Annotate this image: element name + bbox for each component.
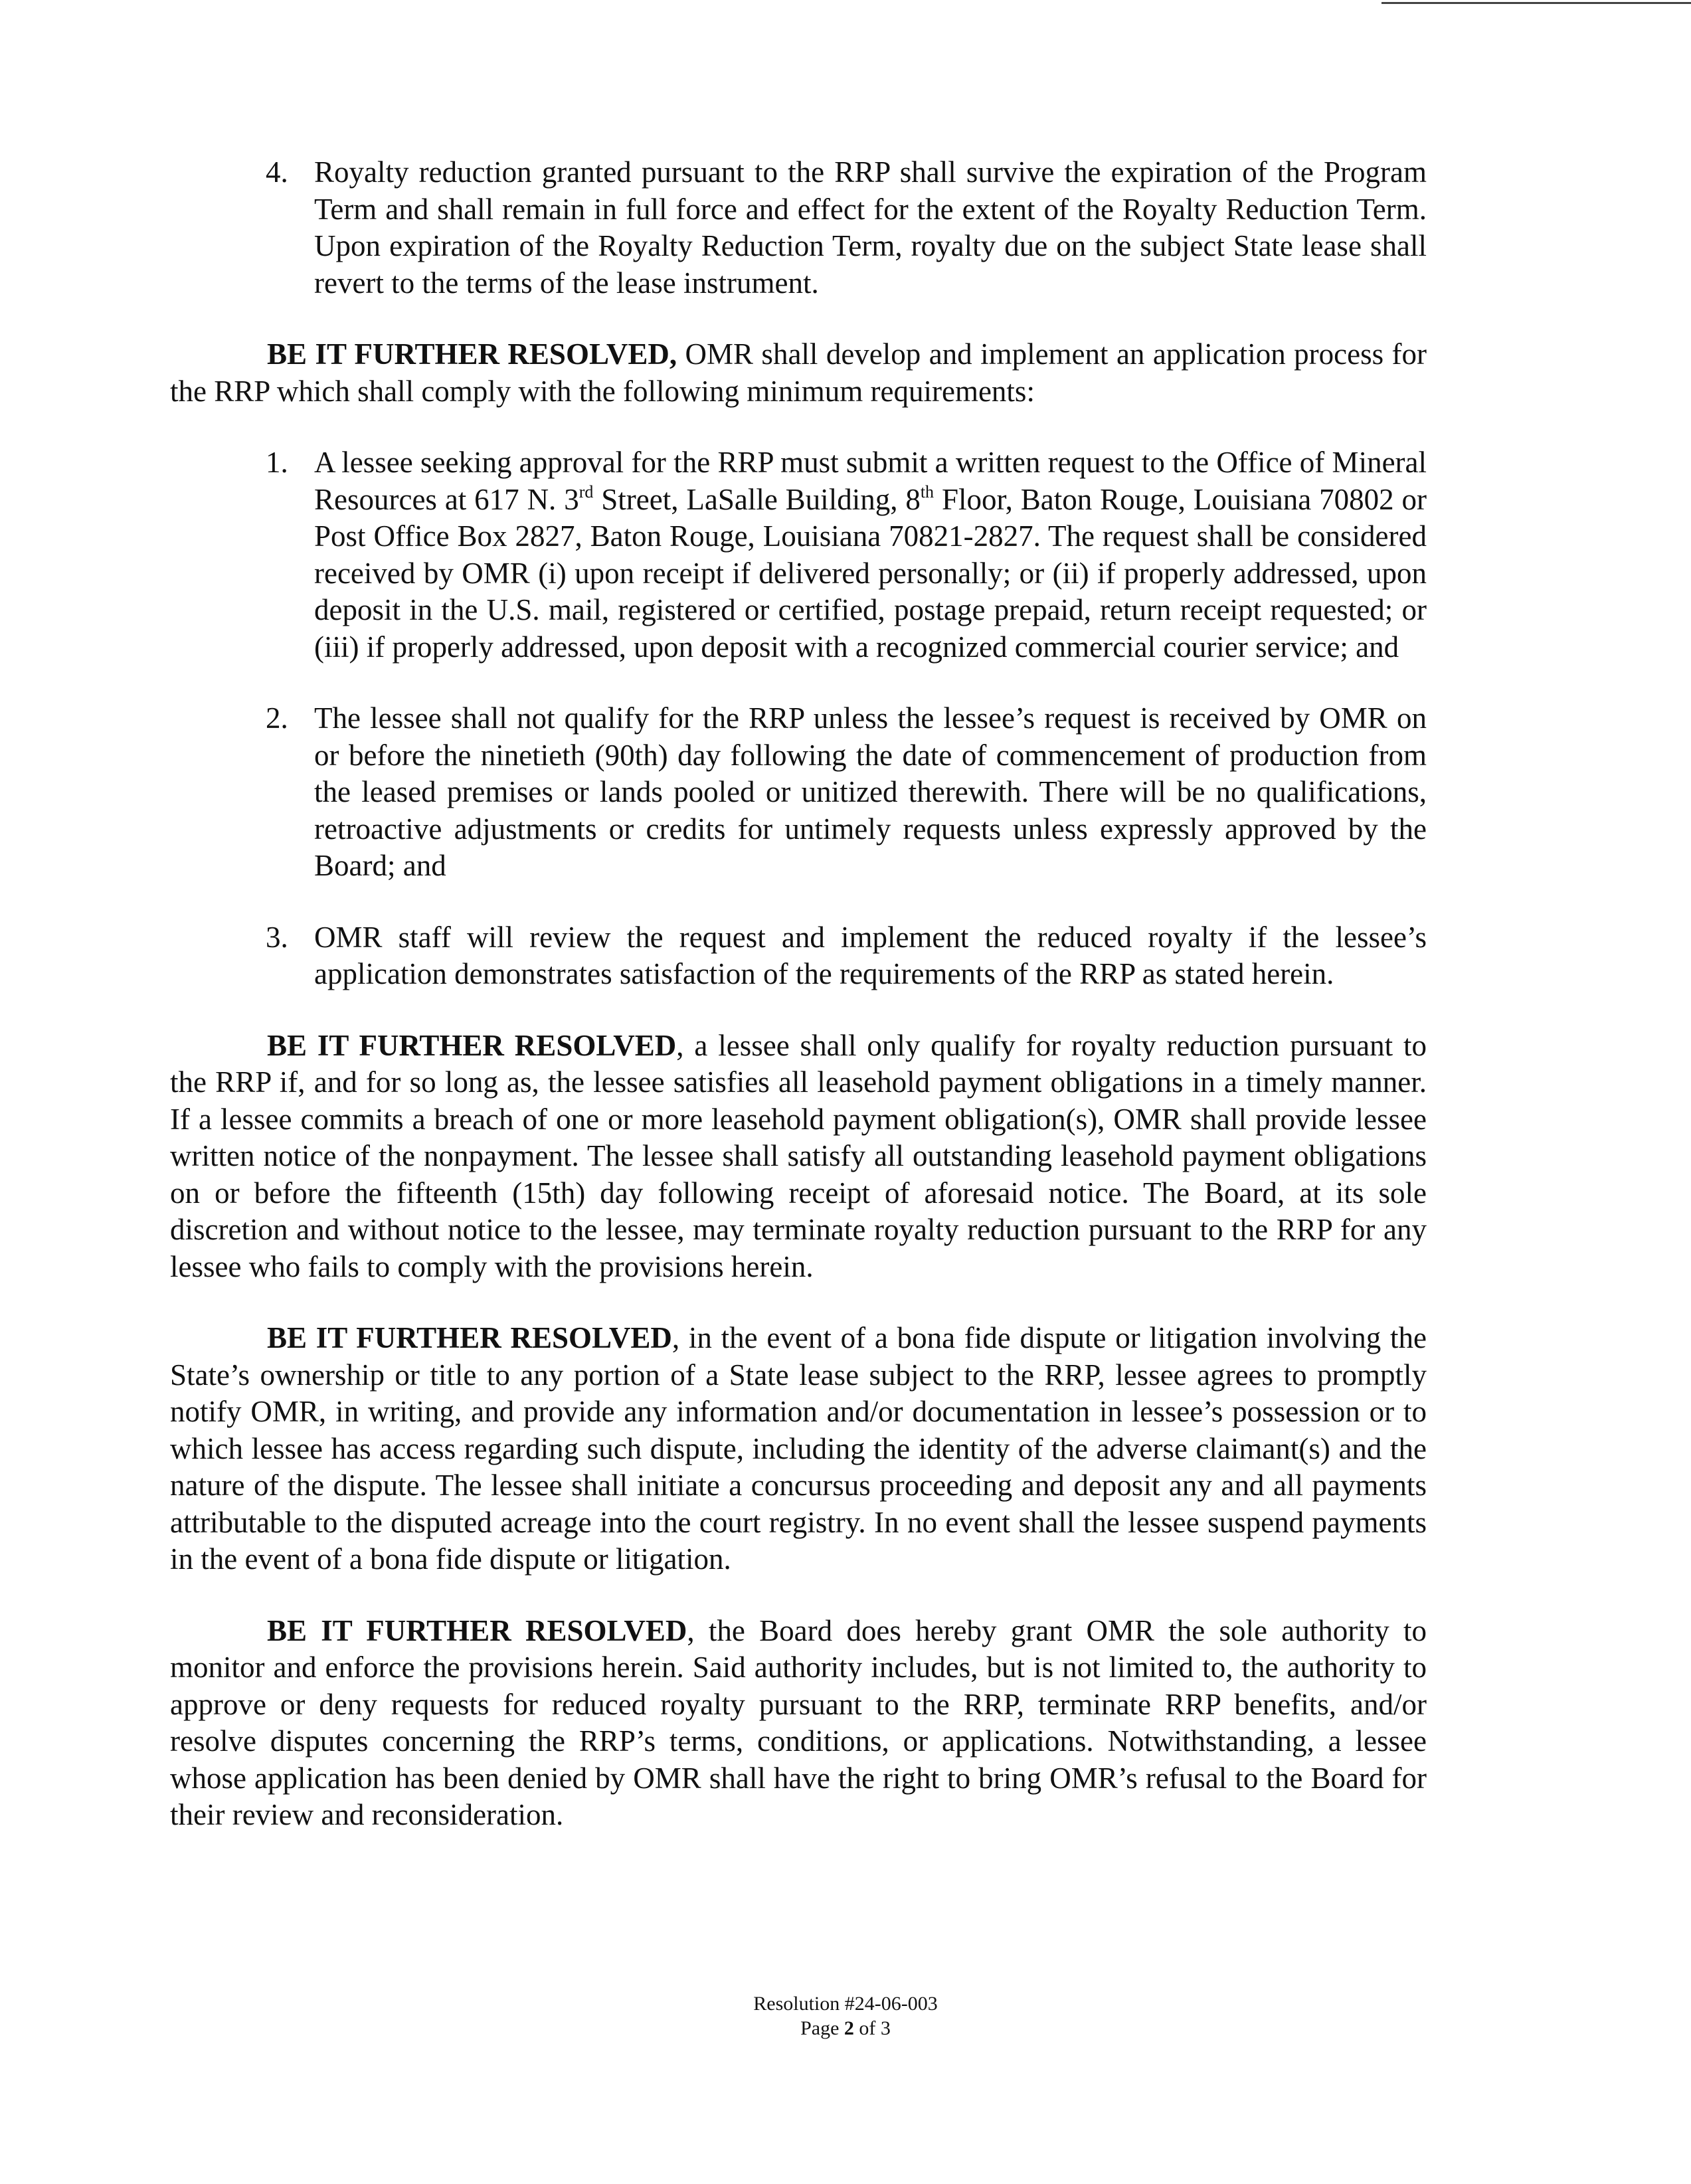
- list-number: 3.: [266, 920, 288, 954]
- resolved-text: , in the event of a bona fide dispute or litigation involving the State’s ownership or title to any portion of a State lease subject to the RRP, lessee agrees to promptly notify OMR, in writing, and provide any information and/or documentation in lessee’s possession or to which lessee has access regarding such dispute, including the identity of the adverse claimant(s) and the nature of the dispute. The lessee shall initiate a concursus proceeding and deposit any and all payments attributable to the disputed acreage into the court registry. In no event shall the lessee suspend payments in the event of a bona fide dispute or litigation.: [170, 1321, 1427, 1576]
- resolution-paragraph-2: [170, 1028, 1427, 1286]
- resolution-paragraph-1: [170, 336, 1427, 410]
- requirement-text: OMR staff will review the request and implement the reduced royalty if the lessee’s application demonstrates satisfaction of the requirements of the RRP as stated herein.: [314, 920, 1427, 990]
- resolved-text: , a lessee shall only qualify for royalty reduction pursuant to the RRP if, and for so long as, the lessee satisfies all leasehold payment obligations in a timely manner. If a lessee commits a breach of one or more leasehold payment obligation(s), OMR shall provide lessee written notice of the nonpayment. The lessee shall satisfy all outstanding leasehold payment obligations on or before the fifteenth (15th) day following receipt of aforesaid notice. The Board, at its sole discretion and without notice to the lessee, may terminate royalty reduction pursuant to the RRP for any lessee who fails to comply with the provisions herein.: [170, 1028, 1427, 1283]
- superscript-rd: rd: [578, 482, 594, 501]
- requirement-item-1: [170, 444, 1427, 666]
- superscript-th: th: [920, 482, 934, 501]
- resolved-lead: BE IT FURTHER RESOLVED,: [267, 337, 677, 371]
- requirement-text-c: Floor, Baton Rouge, Louisiana 70802 or Post Office Box 2827, Baton Rouge, Louisiana 70821-2827. The request shall be considered received by OMR (i) upon receipt if delivered personally; or (ii) if properly addressed, upon deposit in the U.S. mail, registered or certified, postage prepaid, return receipt requested; or (iii) if properly addressed, upon deposit with a recognized commercial courier service; and: [314, 482, 1427, 664]
- page-footer: [0, 1991, 1691, 2041]
- document-page: [170, 154, 1427, 1834]
- page-current: 2: [844, 2017, 854, 2039]
- page-prefix: Page: [800, 2017, 844, 2039]
- requirement-item-3: [170, 919, 1427, 993]
- scan-artifact-line: [1381, 2, 1691, 4]
- resolved-lead: BE IT FURTHER RESOLVED: [267, 1028, 677, 1062]
- list-item-4: [170, 154, 1427, 302]
- list-number: 2.: [266, 701, 288, 735]
- resolved-text: OMR shall develop and implement an application process for the RRP which shall comply with the following minimum requirements:: [170, 337, 1427, 408]
- page-suffix: of 3: [853, 2017, 891, 2039]
- requirement-text: The lessee shall not qualify for the RRP unless the lessee’s request is received by OMR on or before the ninetieth (90th) day following the date of commencement of production from the leased premises or lands pooled or unitized therewith. There will be no qualifications, retroactive adjustments or credits for untimely requests unless expressly approved by the Board; and: [314, 701, 1427, 882]
- requirement-item-2: [170, 700, 1427, 885]
- resolved-text: , the Board does hereby grant OMR the sole authority to monitor and enforce the provisions herein. Said authority includes, but is not limited to, the authority to approve or deny requests for reduced royalty pursuant to the RRP, terminate RRP benefits, and/or resolve disputes concerning the RRP’s terms, conditions, or applications. Notwithstanding, a lessee whose application has been denied by OMR shall have the right to bring OMR’s refusal to the Board for their review and reconsideration.: [170, 1613, 1427, 1831]
- list-number: 4.: [266, 155, 288, 189]
- resolved-lead: BE IT FURTHER RESOLVED: [267, 1321, 672, 1354]
- list-number: 1.: [266, 446, 288, 479]
- resolution-number: Resolution #24-06-003: [753, 1993, 938, 2015]
- page-number: [0, 2016, 1691, 2041]
- list-item-text: Royalty reduction granted pursuant to the RRP shall survive the expiration of the Program Term and shall remain in full force and effect for the extent of the Royalty Reduction Term. Upon expiration of the Royalty Reduction Term, royalty due on the subject State lease shall revert to the terms of the lease instrument.: [314, 155, 1427, 300]
- resolution-paragraph-3: [170, 1320, 1427, 1578]
- requirement-text-b: Street, LaSalle Building, 8: [593, 482, 921, 516]
- resolution-paragraph-4: [170, 1613, 1427, 1834]
- resolved-lead: BE IT FURTHER RESOLVED: [267, 1613, 687, 1647]
- requirement-text-a: A lessee seeking approval for the RRP must submit a written request to the Office of Mineral Resources at 617 N. 3: [314, 446, 1427, 516]
